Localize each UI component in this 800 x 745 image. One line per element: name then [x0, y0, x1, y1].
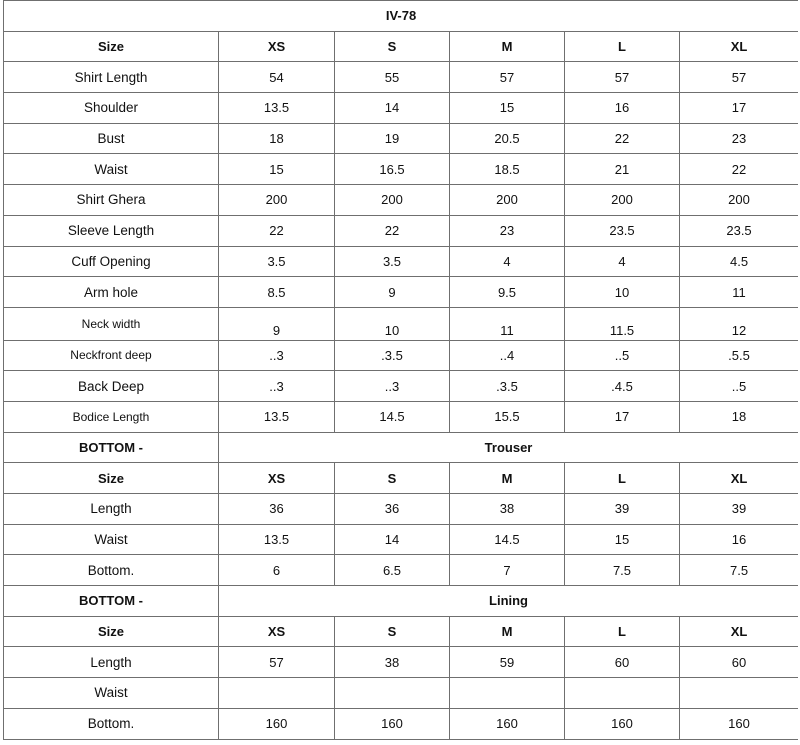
measurement-label: Bottom.	[4, 555, 219, 586]
measurement-value: 4	[450, 246, 565, 277]
measurement-value: 160	[335, 708, 450, 739]
measurement-value: 18	[680, 401, 799, 432]
measurement-label: Shoulder	[4, 93, 219, 124]
measurement-value: 200	[680, 185, 799, 216]
size-header-l: L	[565, 31, 680, 62]
size-header-xs: XS	[219, 616, 335, 647]
size-header-s: S	[335, 31, 450, 62]
shirt-row	[4, 277, 799, 308]
measurement-value: ..5	[680, 371, 799, 402]
measurement-label: Neckfront deep	[4, 340, 219, 371]
measurement-value: 11	[450, 307, 565, 340]
measurement-value: 22	[219, 215, 335, 246]
measurement-label: Length	[4, 494, 219, 525]
measurement-value: 160	[680, 708, 799, 739]
measurement-value: 16.5	[335, 154, 450, 185]
measurement-value: 17	[680, 93, 799, 124]
measurement-value: 11.5	[565, 307, 680, 340]
measurement-value: 18.5	[450, 154, 565, 185]
measurement-label: Shirt Length	[4, 62, 219, 93]
shirt-row	[4, 371, 799, 402]
shirt-row	[4, 123, 799, 154]
measurement-value: 3.5	[219, 246, 335, 277]
section-label: BOTTOM -	[4, 432, 219, 463]
measurement-value: 15.5	[450, 401, 565, 432]
section-label: BOTTOM -	[4, 586, 219, 617]
trouser-section-row	[4, 432, 799, 463]
section-name: Trouser	[219, 432, 799, 463]
measurement-value: 23	[450, 215, 565, 246]
measurement-value: 8.5	[219, 277, 335, 308]
lining-section-row	[4, 586, 799, 617]
shirt-row	[4, 340, 799, 371]
measurement-label: Arm hole	[4, 277, 219, 308]
measurement-value: 23.5	[680, 215, 799, 246]
measurement-value: 60	[680, 647, 799, 678]
measurement-value: .3.5	[450, 371, 565, 402]
size-header-s: S	[335, 463, 450, 494]
measurement-value: 59	[450, 647, 565, 678]
size-header-xl: XL	[680, 463, 799, 494]
measurement-value: 4.5	[680, 246, 799, 277]
title-row	[4, 1, 799, 32]
measurement-value: 22	[565, 123, 680, 154]
measurement-value: 22	[335, 215, 450, 246]
measurement-value: 4	[565, 246, 680, 277]
measurement-value: ..3	[335, 371, 450, 402]
lining-size-header-row	[4, 616, 799, 647]
shirt-size-header-row	[4, 31, 799, 62]
measurement-value: 11	[680, 277, 799, 308]
measurement-value	[680, 678, 799, 709]
measurement-value: 15	[450, 93, 565, 124]
measurement-value	[335, 678, 450, 709]
measurement-value: 38	[335, 647, 450, 678]
measurement-value: 7	[450, 555, 565, 586]
measurement-value: 160	[450, 708, 565, 739]
trouser-row	[4, 524, 799, 555]
measurement-label: Waist	[4, 524, 219, 555]
measurement-value: 13.5	[219, 401, 335, 432]
size-header-label: Size	[4, 31, 219, 62]
measurement-value	[219, 678, 335, 709]
measurement-value: 57	[219, 647, 335, 678]
size-header-m: M	[450, 463, 565, 494]
measurement-value: 7.5	[680, 555, 799, 586]
measurement-value: .5.5	[680, 340, 799, 371]
size-header-xl: XL	[680, 616, 799, 647]
trouser-row	[4, 555, 799, 586]
shirt-row	[4, 307, 799, 340]
measurement-value: 57	[450, 62, 565, 93]
measurement-value: 160	[219, 708, 335, 739]
shirt-row	[4, 93, 799, 124]
measurement-label: Cuff Opening	[4, 246, 219, 277]
measurement-value: 19	[335, 123, 450, 154]
measurement-label: Waist	[4, 154, 219, 185]
shirt-row	[4, 62, 799, 93]
measurement-value: 9.5	[450, 277, 565, 308]
measurement-value: 6	[219, 555, 335, 586]
lining-row	[4, 678, 799, 709]
measurement-value: 13.5	[219, 524, 335, 555]
shirt-row	[4, 154, 799, 185]
size-header-l: L	[565, 616, 680, 647]
measurement-value: 14	[335, 93, 450, 124]
size-header-m: M	[450, 616, 565, 647]
measurement-value: 200	[450, 185, 565, 216]
trouser-size-header-row	[4, 463, 799, 494]
measurement-value: 17	[565, 401, 680, 432]
measurement-value: 38	[450, 494, 565, 525]
measurement-value: 160	[565, 708, 680, 739]
size-header-xl: XL	[680, 31, 799, 62]
shirt-row	[4, 246, 799, 277]
measurement-value: 23.5	[565, 215, 680, 246]
measurement-value: 200	[219, 185, 335, 216]
size-header-xs: XS	[219, 31, 335, 62]
size-header-s: S	[335, 616, 450, 647]
size-header-label: Size	[4, 463, 219, 494]
measurement-value: 60	[565, 647, 680, 678]
measurement-value: 36	[219, 494, 335, 525]
page-title: IV-78	[4, 1, 799, 32]
measurement-label: Bottom.	[4, 708, 219, 739]
shirt-row	[4, 185, 799, 216]
measurement-value: 14.5	[450, 524, 565, 555]
size-header-l: L	[565, 463, 680, 494]
measurement-label: Shirt Ghera	[4, 185, 219, 216]
shirt-row	[4, 401, 799, 432]
measurement-value: 15	[219, 154, 335, 185]
measurement-value: 3.5	[335, 246, 450, 277]
size-header-m: M	[450, 31, 565, 62]
measurement-label: Neck width	[4, 307, 219, 340]
size-header-label: Size	[4, 616, 219, 647]
measurement-value: 12	[680, 307, 799, 340]
measurement-value: 23	[680, 123, 799, 154]
trouser-row	[4, 494, 799, 525]
measurement-label: Bust	[4, 123, 219, 154]
measurement-value: 16	[565, 93, 680, 124]
measurement-value: 18	[219, 123, 335, 154]
measurement-value: 14	[335, 524, 450, 555]
size-chart-body	[4, 1, 799, 740]
measurement-label: Waist	[4, 678, 219, 709]
measurement-value: ..4	[450, 340, 565, 371]
measurement-value: .4.5	[565, 371, 680, 402]
measurement-value: 55	[335, 62, 450, 93]
measurement-value: 57	[565, 62, 680, 93]
measurement-value: 6.5	[335, 555, 450, 586]
lining-row	[4, 647, 799, 678]
measurement-value: 39	[565, 494, 680, 525]
lining-row	[4, 708, 799, 739]
measurement-value: ..3	[219, 371, 335, 402]
measurement-value: 16	[680, 524, 799, 555]
measurement-label: Sleeve Length	[4, 215, 219, 246]
measurement-label: Bodice Length	[4, 401, 219, 432]
measurement-value: 15	[565, 524, 680, 555]
measurement-value: 57	[680, 62, 799, 93]
measurement-label: Back Deep	[4, 371, 219, 402]
size-header-xs: XS	[219, 463, 335, 494]
shirt-row	[4, 215, 799, 246]
measurement-value: 22	[680, 154, 799, 185]
section-name: Lining	[219, 586, 799, 617]
measurement-value: 10	[335, 307, 450, 340]
measurement-value: 9	[335, 277, 450, 308]
measurement-value: 36	[335, 494, 450, 525]
measurement-value: 200	[565, 185, 680, 216]
measurement-value	[565, 678, 680, 709]
measurement-label: Length	[4, 647, 219, 678]
measurement-value	[450, 678, 565, 709]
measurement-value: 9	[219, 307, 335, 340]
measurement-value: ..5	[565, 340, 680, 371]
measurement-value: 13.5	[219, 93, 335, 124]
measurement-value: 200	[335, 185, 450, 216]
measurement-value: ..3	[219, 340, 335, 371]
measurement-value: 20.5	[450, 123, 565, 154]
measurement-value: .3.5	[335, 340, 450, 371]
size-chart-table	[3, 0, 799, 740]
measurement-value: 10	[565, 277, 680, 308]
measurement-value: 21	[565, 154, 680, 185]
measurement-value: 54	[219, 62, 335, 93]
measurement-value: 7.5	[565, 555, 680, 586]
measurement-value: 39	[680, 494, 799, 525]
measurement-value: 14.5	[335, 401, 450, 432]
